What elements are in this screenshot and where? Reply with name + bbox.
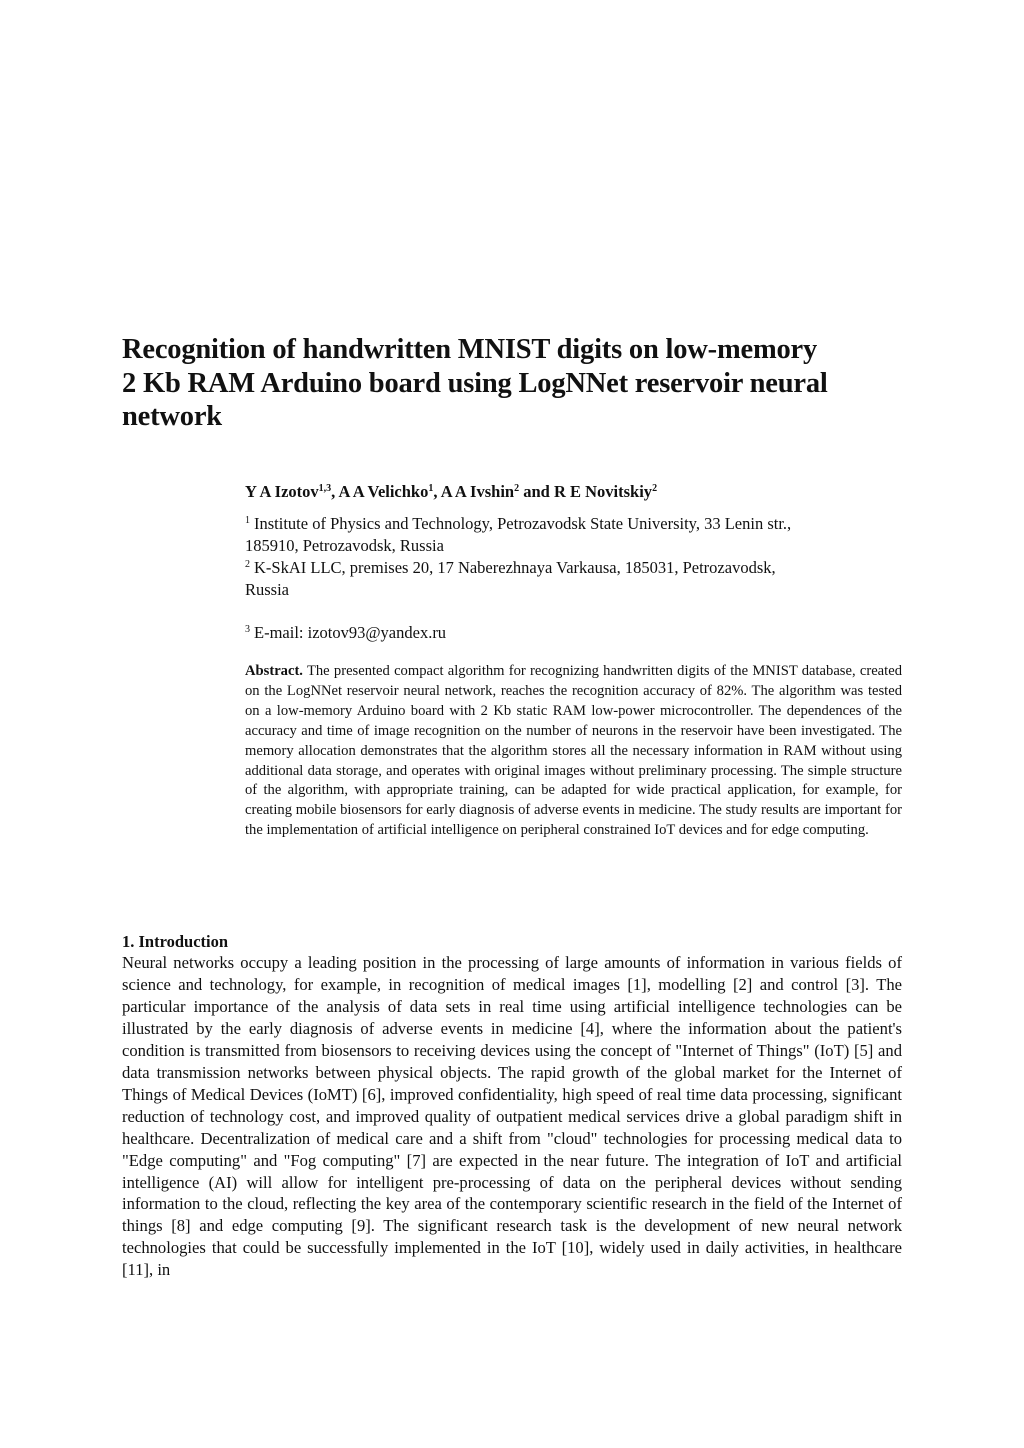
author-affiliation-mark: 2 <box>652 483 658 494</box>
contact-email <box>245 622 910 644</box>
abstract-label: Abstract. <box>245 663 303 679</box>
affiliation-text: K-SkAI LLC, premises 20, 17 Naberezhnaya Varkausa, 185031, Petrozavodsk, <box>254 558 776 577</box>
abstract-text: The presented compact algorithm for recognizing handwritten digits of the MNIST database, created on the LogNNet reservoir neural network, reaches the recognition accuracy of 82%. The algorithm was tested on a low-memory Arduino board with 2 Kb static RAM low-power microcontroller. The dependences of the accuracy and time of image recognition on the number of neurons in the reservoir have been investigated. The memory allocation demonstrates that the algorithm stores all the necessary information in RAM without using additional data storage, and operates with original images without preliminary processing. The simple structure of the algorithm, with appropriate training, can be adapted for wide practical application, for example, for creating mobile biosensors for early diagnosis of adverse events in medicine. The study results are important for the implementation of artificial intelligence on peripheral constrained IoT devices and for edge computing. <box>245 663 902 839</box>
author-name: A A Velichko <box>338 482 429 501</box>
affiliation-line: 185910, Petrozavodsk, Russia <box>245 536 444 555</box>
affiliation-line: Russia <box>245 580 290 599</box>
affiliation-mark: 2 <box>245 559 250 570</box>
author-separator: and <box>519 482 554 501</box>
author-separator: , <box>433 482 441 501</box>
affiliation-mark: 1 <box>245 515 250 526</box>
affiliation-text: Institute of Physics and Technology, Petrozavodsk State University, 33 Lenin str., <box>254 514 792 533</box>
email-mark: 3 <box>245 624 250 635</box>
affiliation-list <box>245 513 910 601</box>
title-line: network <box>122 401 222 432</box>
author-affiliation-mark: 1,3 <box>318 483 332 494</box>
author-name: R E Novitskiy <box>553 482 653 501</box>
affiliation-line <box>245 557 910 579</box>
author-name: Y A Izotov <box>245 482 319 501</box>
title-line: 2 Kb RAM Arduino board using LogNNet reservoir neural <box>122 367 828 399</box>
section-body: Neural networks occupy a leading position in the processing of large amounts of information in various fields of science and technology, for example, in recognition of medical images [1], modelling [2] and control [3]. The particular importance of the analysis of data sets in real time using artificial intelligence technologies can be illustrated by the early diagnosis of adverse events in medicine [4], where the information about the patient's condition is transmitted from biosensors to receiving devices using the concept of "Internet of Things" (IoT) [5] and data transmission networks between physical objects. The rapid growth of the global market for the Internet of Things of Medical Devices (IoMT) [6], improved confidentiality, high speed of real time data processing, significant reduction of technology cost, and improved quality of outpatient medical services drive a global paradigm shift in healthcare. Decentralization of medical care and a shift from "cloud" technologies for processing medical data to "Edge computing" and "Fog computing" [7] are expected in the near future. The integration of IoT and artificial intelligence (AI) will allow for intelligent pre-processing of data on the peripheral devices without sending information to the cloud, reflecting the key area of the contemporary scientific research in the field of the Internet of things [8] and edge computing [9]. The significant research task is the development of new neural network technologies that could be successfully implemented in the IoT [10], widely used in daily activities, in healthcare [11], in <box>122 953 902 1280</box>
email-text: E-mail: izotov93@yandex.ru <box>254 623 447 642</box>
section-heading: 1. Introduction <box>122 932 229 951</box>
title-line: Recognition of handwritten MNIST digits on low-memory <box>122 334 818 365</box>
paper-title <box>122 333 912 434</box>
author-separator: , <box>331 482 339 501</box>
author-affiliation-mark: 1 <box>428 483 434 494</box>
author-list <box>245 480 910 504</box>
author-affiliation-mark: 2 <box>514 483 520 494</box>
abstract <box>245 662 902 841</box>
affiliation-line <box>245 513 910 535</box>
author-name: A A Ivshin <box>440 482 515 501</box>
